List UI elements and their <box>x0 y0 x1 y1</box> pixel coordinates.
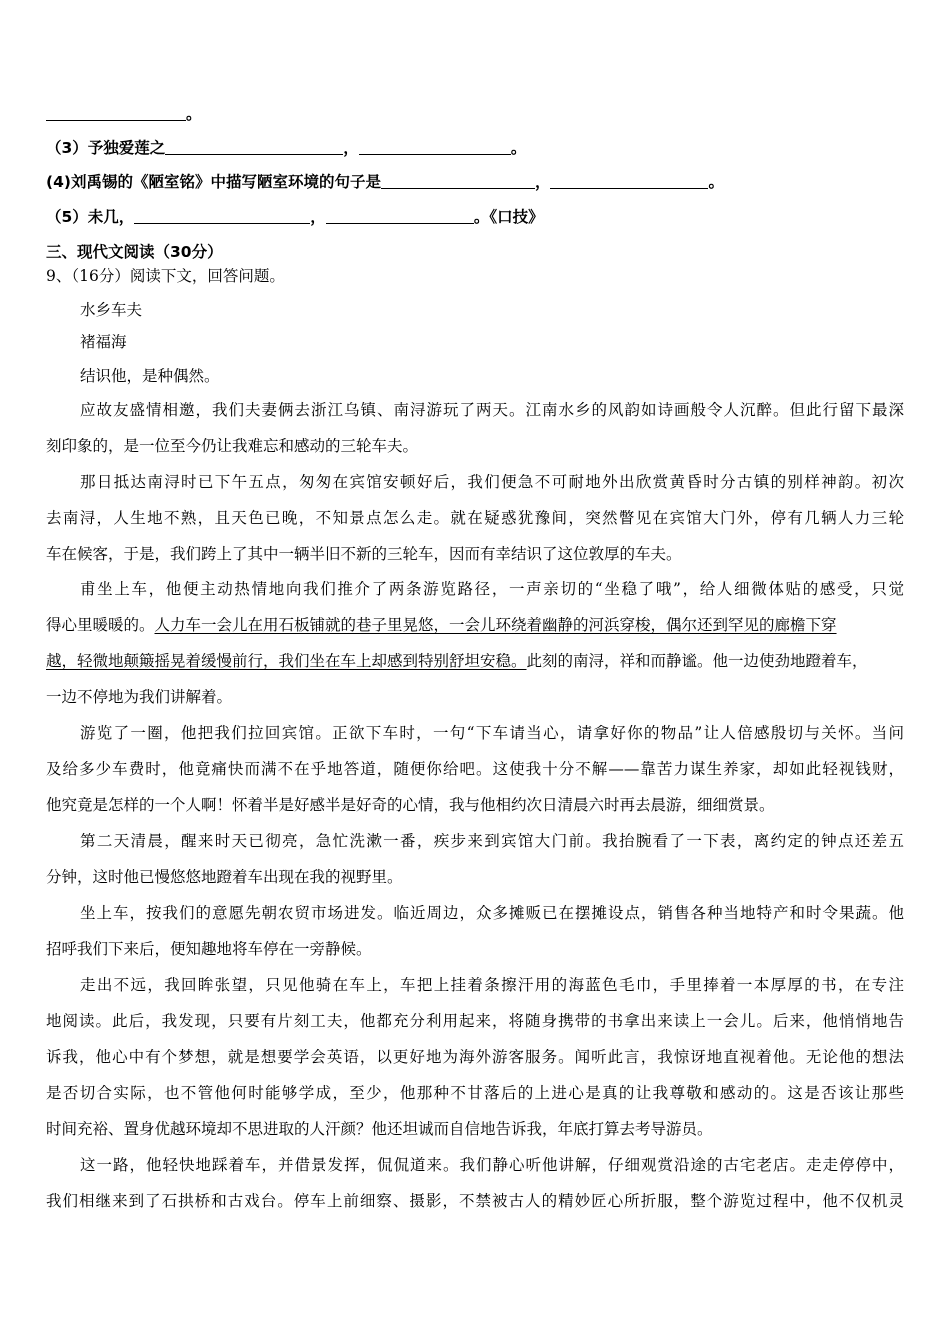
answer-blank[interactable] <box>359 139 511 155</box>
paragraph-line: 得心里暖暖的。人力车一会儿在用石板铺就的巷子里晃悠，一会儿环绕着幽静的河浜穿梭，偶尔还到罕见的廊檐下穿 <box>46 616 837 634</box>
paragraph-line: 结识他，是种偶然。 <box>80 367 220 385</box>
answer-blank[interactable] <box>326 208 474 224</box>
paragraph-line: 那日抵达南浔时已下午五点，匆匆在宾馆安顿好后，我们便急不可耐地外出欣赏黄昏时分古镇的别样神韵。初次 <box>80 473 904 491</box>
answer-line-0: 。 <box>46 102 202 124</box>
paragraph-line: 及给多少车费时，他竟痛快而满不在乎地答道，随便你给吧。这使我十分不解——靠苦力谋生养家，却如此轻视钱财， <box>46 760 904 778</box>
article-title: 水乡车夫 <box>80 301 143 319</box>
paragraph-line: 招呼我们下来后，便知趣地将车停在一旁静候。 <box>46 940 372 958</box>
paragraph-line: 第二天清晨，醒来时天已彻亮，急忙洗漱一番，疾步来到宾馆大门前。我抬腕看了一下表，离约定的钟点还差五 <box>80 832 904 850</box>
question-5: （5）未几， ， 。《口技》 <box>46 208 544 226</box>
question-3: （3）予独爱莲之 ， 。 <box>46 139 527 157</box>
section-heading: 三、现代文阅读（30分） <box>46 243 223 261</box>
paragraph-line: 走出不远，我回眸张望，只见他骑在车上，车把上挂着条擦汗用的海蓝色毛巾，手里捧着一本厚厚的书，在专注 <box>80 976 904 994</box>
paragraph-line: 分钟，这时他已慢悠悠地蹬着车出现在我的视野里。 <box>46 868 403 886</box>
paragraph-line: 刻印象的，是一位至今仍让我难忘和感动的三轮车夫。 <box>46 437 419 455</box>
paragraph-line: 车在候客，于是，我们跨上了其中一辆半旧不新的三轮车，因而有幸结识了这位敦厚的车夫。 <box>46 545 682 563</box>
question-4: (4)刘禹锡的《陋室铭》中描写陋室环境的句子是 ， 。 <box>46 173 724 191</box>
paragraph-line: 时间充裕、置身优越环境却不思进取的人汗颜？他还坦诚而自信地告诉我，年底打算去考导游员。 <box>46 1120 713 1138</box>
question-9-intro: 9、（16分）阅读下文，回答问题。 <box>46 267 285 285</box>
answer-blank[interactable] <box>46 105 186 121</box>
paragraph-line: 甫坐上车，他便主动热情地向我们推介了两条游览路径，一声亲切的“坐稳了哦”，给人细微体贴的感受，只觉 <box>80 580 904 598</box>
underlined-sentence: 越，轻微地颠簸摇晃着缓慢前行，我们坐在车上却感到特别舒坦安稳。 <box>46 652 527 670</box>
paragraph-line: 地阅读。此后，我发现，只要有片刻工夫，他都充分利用起来，将随身携带的书拿出来读上一会儿。后来，他悄悄地告 <box>46 1012 904 1030</box>
paragraph-line: 去南浔，人生地不熟，且天色已晚，不知景点怎么走。就在疑惑犹豫间，突然瞥见在宾馆大门外，停有几辆人力三轮 <box>46 509 904 527</box>
paragraph-line: 我们相继来到了石拱桥和古戏台。停车上前细察、摄影，不禁被古人的精妙匠心所折服，整个游览过程中，他不仅机灵 <box>46 1192 904 1210</box>
paragraph-line: 越，轻微地颠簸摇晃着缓慢前行，我们坐在车上却感到特别舒坦安稳。此刻的南浔，祥和而静谧。他一边使劲地蹬着车， <box>46 652 868 670</box>
paragraph-line: 一边不停地为我们讲解着。 <box>46 688 233 706</box>
paragraph-line: 这一路，他轻快地踩着车，并借景发挥，侃侃道来。我们静心听他讲解，仔细观赏沿途的古宅老店。走走停停中， <box>80 1156 904 1174</box>
paragraph-line: 是否切合实际，也不管他何时能够学成，至少，他那种不甘落后的上进心是真的让我尊敬和感动的。这是否该让那些 <box>46 1084 904 1102</box>
paragraph-line: 诉我，他心中有个梦想，就是想要学会英语，以更好地为海外游客服务。闻听此言，我惊讶地直视着他。无论他的想法 <box>46 1048 904 1066</box>
answer-blank[interactable] <box>381 173 535 189</box>
article-author: 褚福海 <box>80 333 127 351</box>
answer-blank[interactable] <box>550 173 708 189</box>
answer-blank[interactable] <box>165 139 343 155</box>
paragraph-line: 坐上车，按我们的意愿先朝农贸市场进发。临近周边，众多摊贩已在摆摊设点，销售各种当地特产和时令果蔬。他 <box>80 904 904 922</box>
underlined-sentence: 人力车一会儿在用石板铺就的巷子里晃悠，一会儿环绕着幽静的河浜穿梭，偶尔还到罕见的廊檐下穿 <box>154 616 837 634</box>
paragraph-line: 游览了一圈，他把我们拉回宾馆。正欲下车时，一句“下车请当心，请拿好你的物品”让人倍感殷切与关怀。当问 <box>80 724 904 742</box>
paragraph-line: 应故友盛情相邀，我们夫妻俩去浙江乌镇、南浔游玩了两天。江南水乡的风韵如诗画般令人沉醉。但此行留下最深 <box>80 401 904 419</box>
answer-blank[interactable] <box>134 208 310 224</box>
paragraph-line: 他究竟是怎样的一个人啊！怀着半是好感半是好奇的心情，我与他相约次日清晨六时再去晨游，细细赏景。 <box>46 796 775 814</box>
